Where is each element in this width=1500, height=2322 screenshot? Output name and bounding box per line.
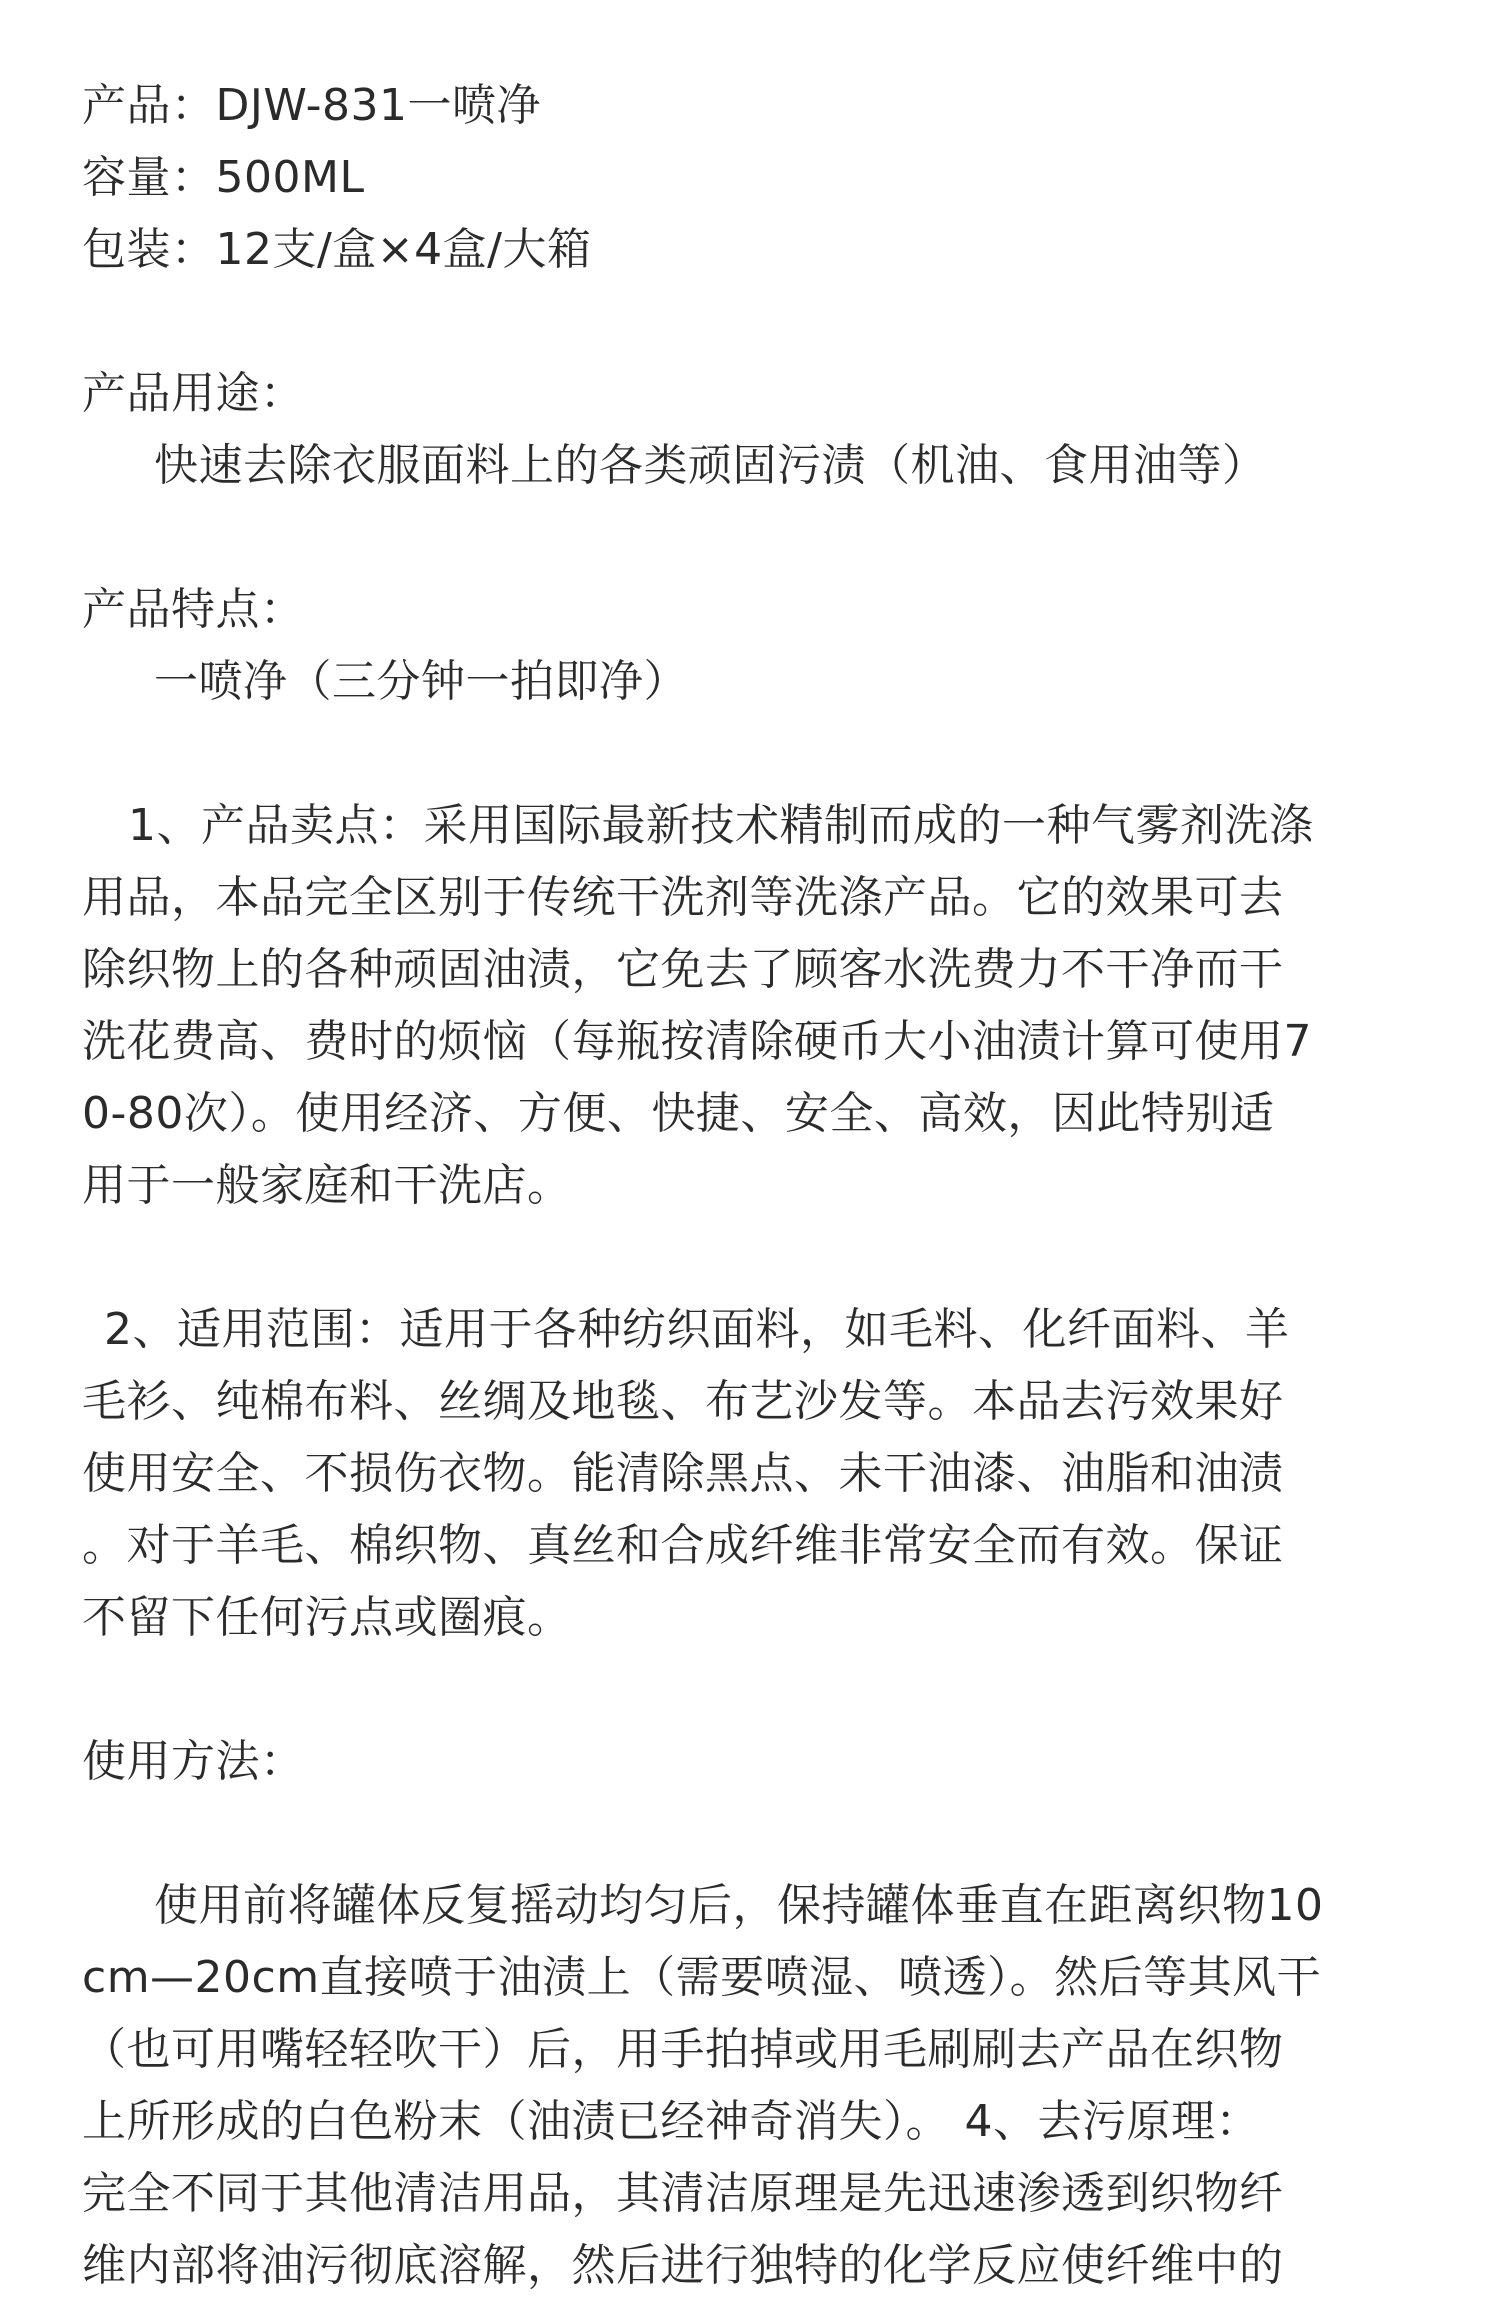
paragraph-line: 用品，本品完全区别于传统干洗剂等洗涤产品。它的效果可去: [82, 872, 1284, 923]
product-name-line: 产品：DJW-831一喷净: [82, 80, 541, 131]
paragraph-line: 。对于羊毛、棉织物、真丝和合成纤维非常安全而有效。保证: [82, 1520, 1284, 1571]
paragraph-line: 毛衫、纯棉布料、丝绸及地毯、布艺沙发等。本品去污效果好: [82, 1376, 1284, 1427]
paragraph-line: 使用安全、不损伤衣物。能清除黑点、未干油漆、油脂和油渍: [82, 1448, 1284, 1499]
packaging-line: 包装：12支/盒×4盒/大箱: [82, 224, 592, 275]
scope-paragraph: [82, 1294, 1412, 1654]
paragraph-line: 使用前将罐体反复摇动均匀后，保持罐体垂直在距离织物10: [154, 1880, 1324, 1931]
paragraph-line: 除织物上的各种顽固油渍，它免去了顾客水洗费力不干净而干: [82, 944, 1284, 995]
paragraph-line: 0-80次）。使用经济、方便、快捷、安全、高效，因此特别适: [82, 1088, 1275, 1139]
paragraph-line: 不留下任何污点或圈痕。: [82, 1592, 572, 1643]
paragraph-line: 2、适用范围：适用于各种纺织面料，如毛料、化纤面料、羊: [104, 1304, 1290, 1355]
capacity-line: 容量：500ML: [82, 152, 365, 203]
paragraph-line: 上所形成的白色粉末（油渍已经神奇消失）。 4、去污原理：: [82, 2096, 1260, 2147]
features-text: 一喷净（三分钟一拍即净）: [154, 656, 688, 707]
method-heading: 使用方法：: [82, 1736, 305, 1787]
product-description: [82, 70, 1412, 2302]
paragraph-line: 维内部将油污彻底溶解，然后进行独特的化学反应使纤维中的: [82, 2240, 1284, 2291]
selling-points-paragraph: [82, 790, 1412, 1222]
paragraph-line: 用于一般家庭和干洗店。: [82, 1160, 572, 1211]
paragraph-line: 完全不同于其他清洁用品，其清洁原理是先迅速渗透到织物纤: [82, 2168, 1284, 2219]
paragraph-line: （也可用嘴轻轻吹干）后，用手拍掉或用毛刷刷去产品在织物: [82, 2024, 1284, 2075]
usage-heading: 产品用途：: [82, 368, 305, 419]
features-heading: 产品特点：: [82, 584, 305, 635]
paragraph-line: 1、产品卖点：采用国际最新技术精制而成的一种气雾剂洗涤: [128, 800, 1314, 851]
method-paragraph: [82, 1870, 1412, 2302]
usage-text: 快速去除衣服面料上的各类顽固污渍（机油、食用油等）: [154, 440, 1267, 491]
paragraph-line: cm—20cm直接喷于油渍上（需要喷湿、喷透）。然后等其风干: [82, 1952, 1322, 2003]
paragraph-line: 洗花费高、费时的烦恼（每瓶按清除硬币大小油渍计算可使用7: [82, 1016, 1312, 1067]
